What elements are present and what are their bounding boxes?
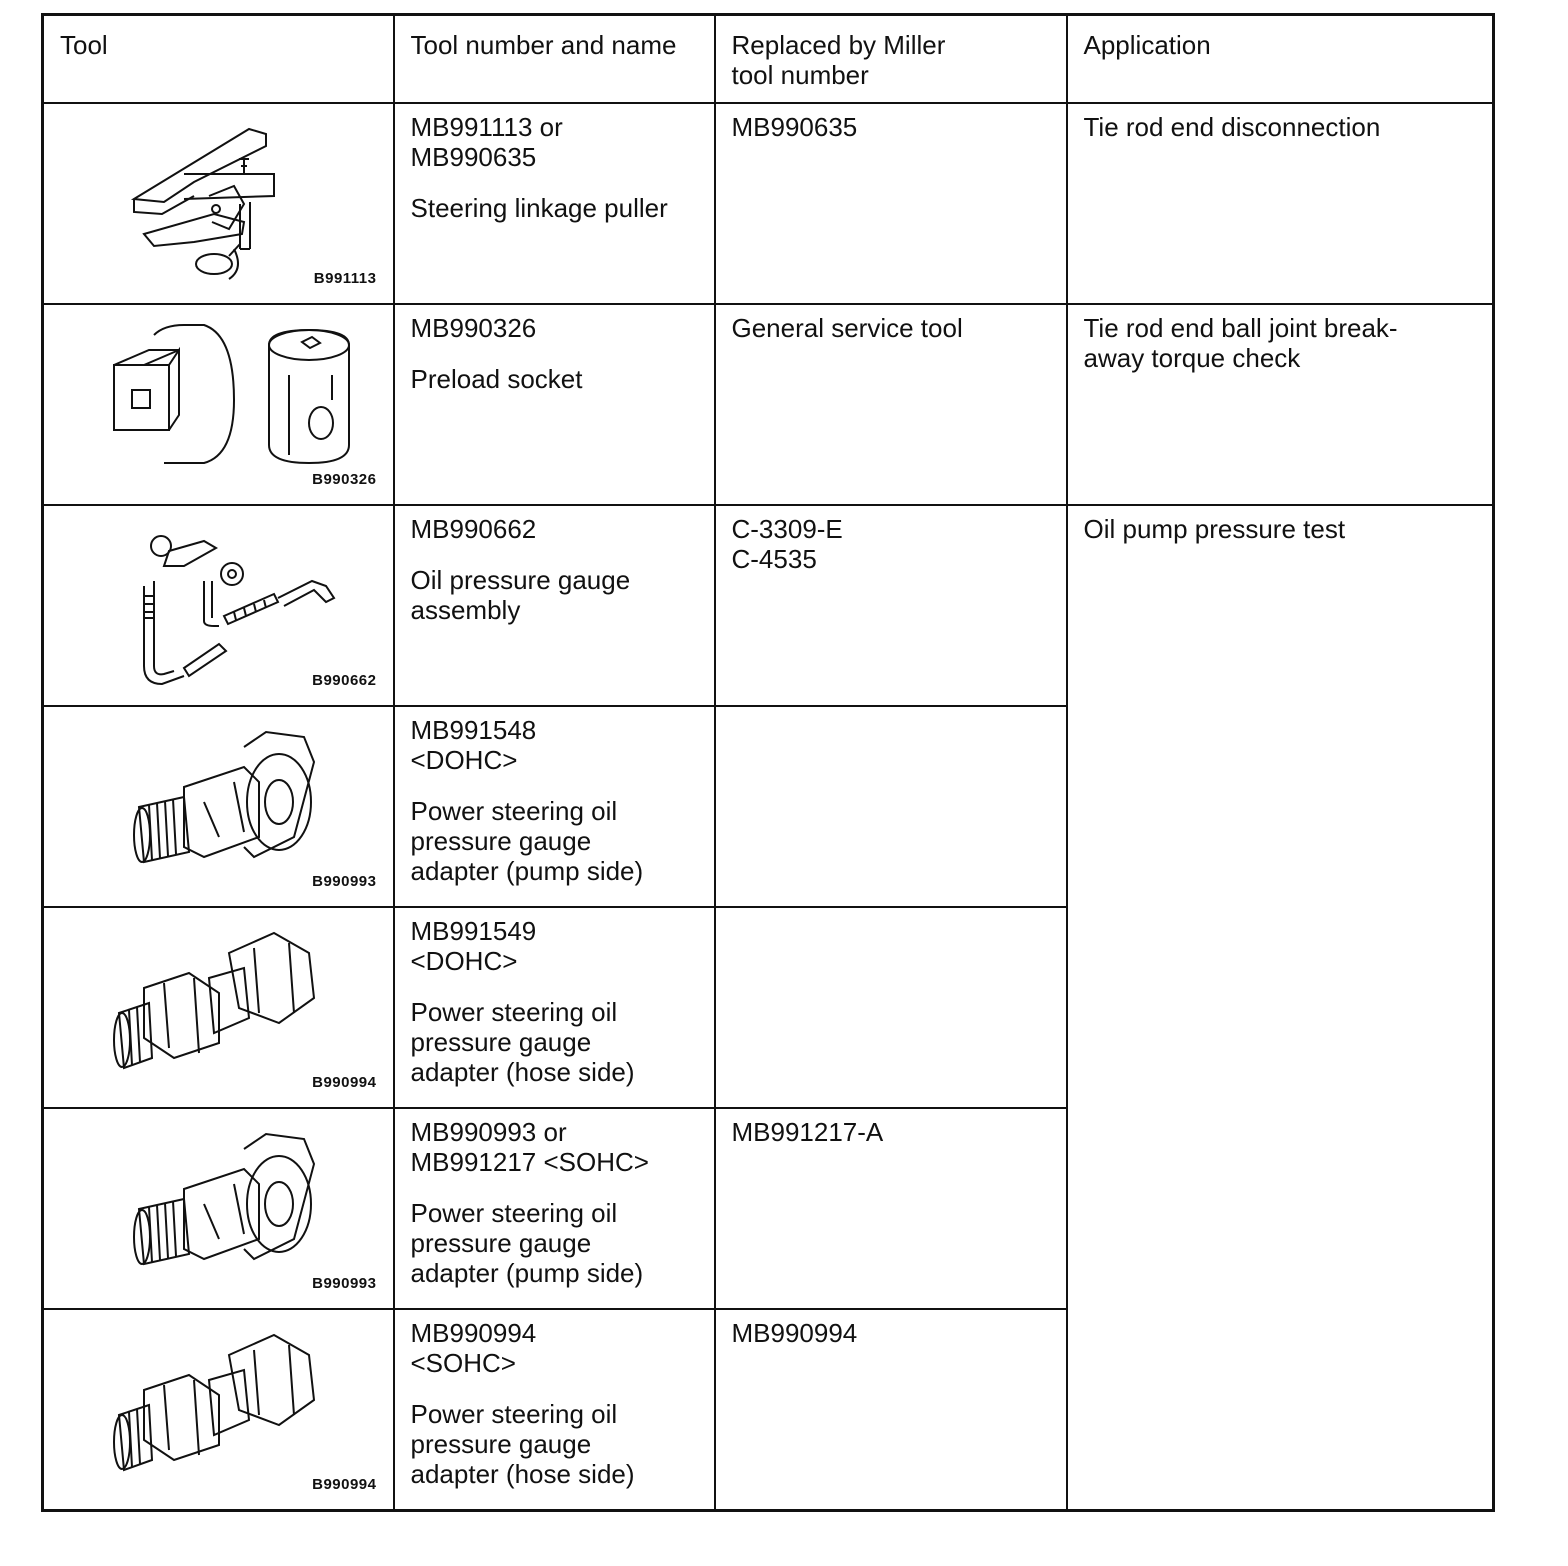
header-tool-number [394, 15, 715, 104]
table-row [43, 103, 1494, 304]
application-cell: Oil pump pressure test [1067, 505, 1494, 1511]
tool-number-cell: MB990994 <SOHC> Power steering oil pressure gauge adapter (hose side) [394, 1309, 715, 1511]
tool-number-cell: MB991549 <DOHC> Power steering oil pressure gauge adapter (hose side) [394, 907, 715, 1108]
figure-code: B990993 [312, 873, 377, 890]
header-tool-label: Tool [60, 30, 108, 60]
tool-figure-cell [43, 103, 394, 304]
header-replaced [715, 15, 1067, 104]
replaced-cell: C-3309-E C-4535 [715, 505, 1067, 706]
header-application-label: Application [1083, 30, 1211, 60]
header-row [43, 15, 1494, 104]
figure-code: B990662 [312, 672, 377, 689]
tool-number-cell: MB991548 <DOHC> Power steering oil pressure gauge adapter (pump side) [394, 706, 715, 907]
header-replaced-label: Replaced by Miller tool number [731, 30, 946, 90]
table-row [43, 304, 1494, 505]
tool-number-cell: MB990993 or MB991217 <SOHC> Power steering oil pressure gauge adapter (pump side) [394, 1108, 715, 1309]
tool-figure-cell [43, 1309, 394, 1511]
tool-figure-cell [43, 706, 394, 907]
tool-figure-cell [43, 505, 394, 706]
tool-number-cell: MB990662 Oil pressure gauge assembly [394, 505, 715, 706]
tool-figure-cell [43, 1108, 394, 1309]
figure-code: B990326 [312, 471, 377, 488]
tool-number-cell: MB990326 Preload socket [394, 304, 715, 505]
application-cell: Tie rod end ball joint break- away torque check [1067, 304, 1494, 505]
header-tool [43, 15, 394, 104]
tool-figure-cell [43, 304, 394, 505]
figure-code: B990993 [312, 1275, 377, 1292]
replaced-cell: MB991217-A [715, 1108, 1067, 1309]
replaced-cell [715, 706, 1067, 907]
table-row [43, 505, 1494, 706]
tool-figure-cell [43, 907, 394, 1108]
application-cell: Tie rod end disconnection [1067, 103, 1494, 304]
replaced-cell: MB990635 [715, 103, 1067, 304]
replaced-cell [715, 907, 1067, 1108]
figure-code: B990994 [312, 1476, 377, 1493]
replaced-cell: General service tool [715, 304, 1067, 505]
header-application [1067, 15, 1494, 104]
tool-number-cell: MB991113 or MB990635 Steering linkage puller [394, 103, 715, 304]
special-tools-table [41, 13, 1495, 1512]
figure-code: B990994 [312, 1074, 377, 1091]
header-tool-number-label: Tool number and name [410, 30, 677, 60]
figure-code: B991113 [313, 270, 377, 287]
replaced-cell: MB990994 [715, 1309, 1067, 1511]
